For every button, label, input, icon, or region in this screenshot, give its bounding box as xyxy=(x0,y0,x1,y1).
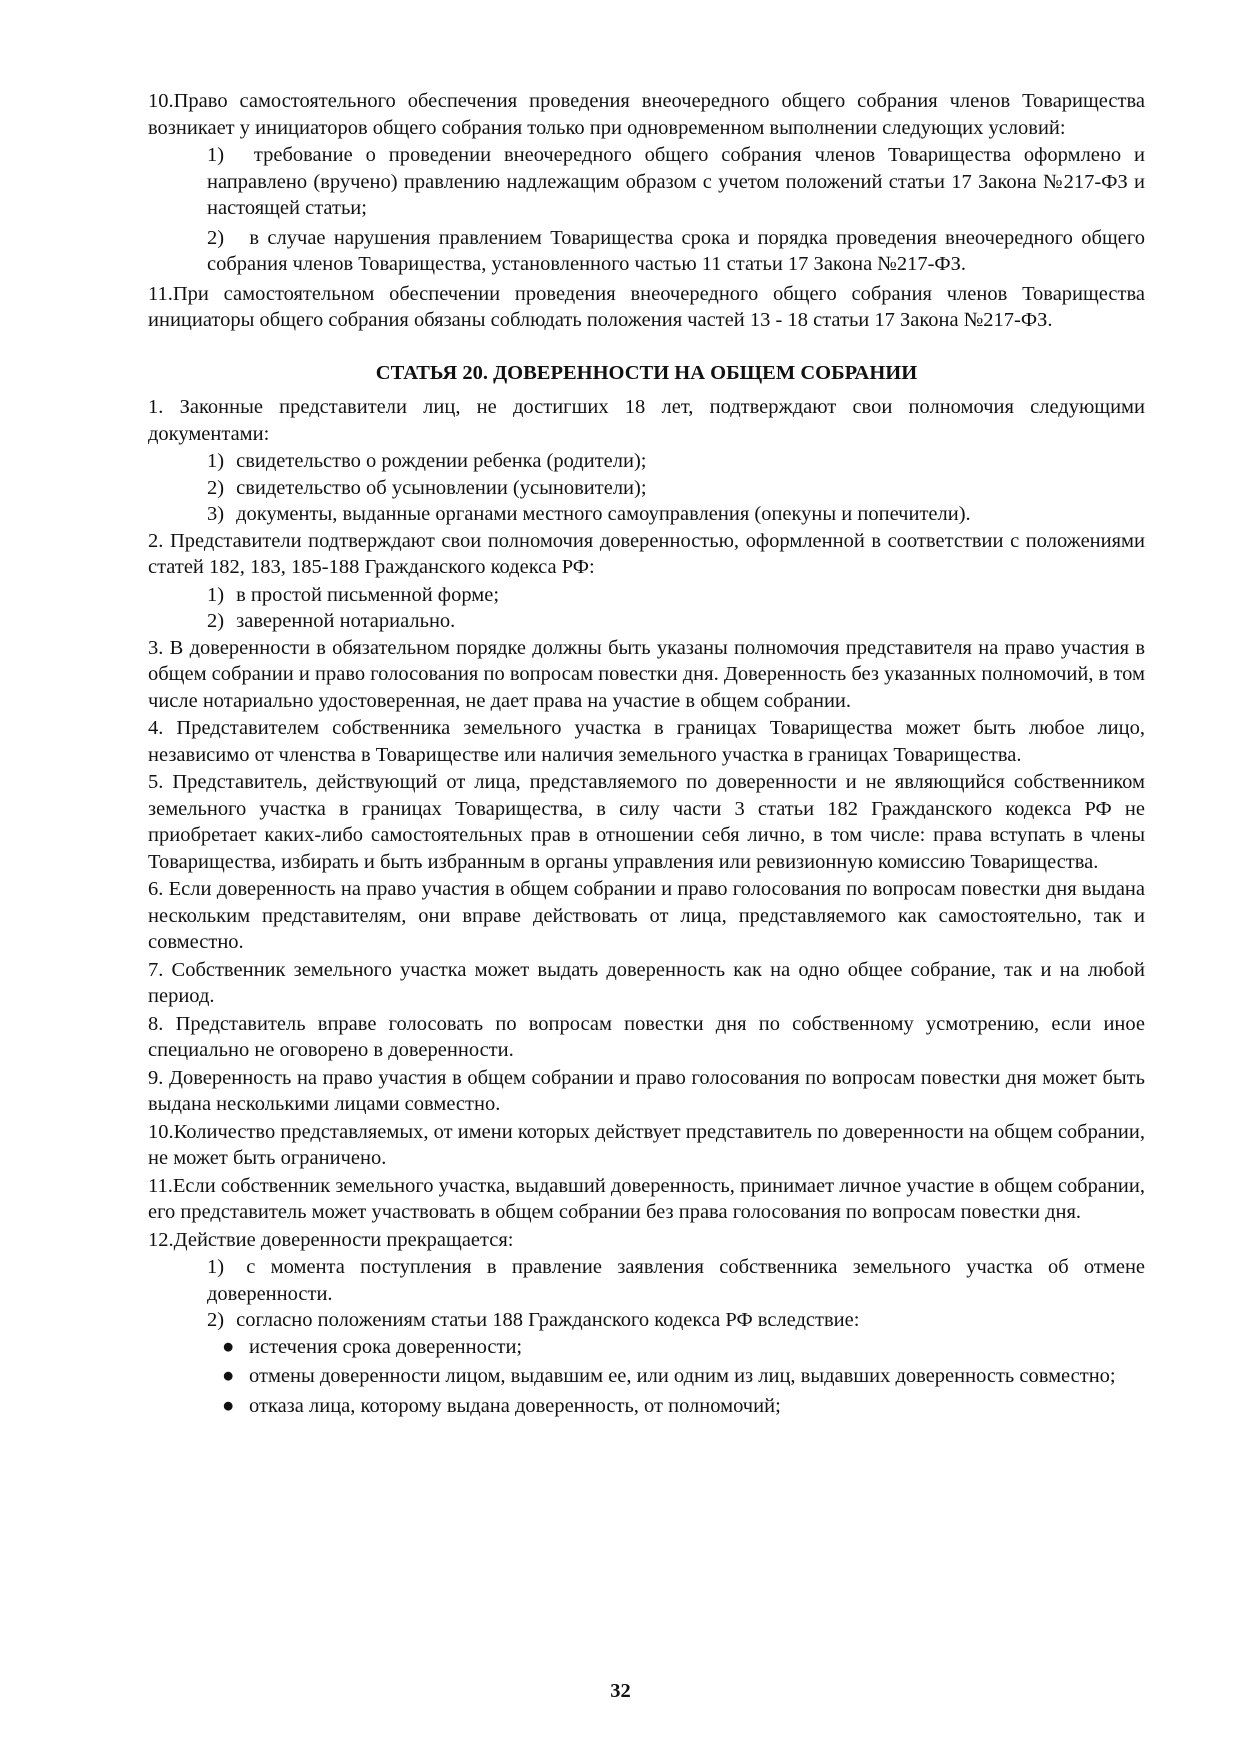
list-item xyxy=(207,608,1145,635)
list-number: 1) xyxy=(207,144,225,166)
list-text: в случае нарушения правлением Товарищества срока и порядка проведения внеочередного общего собрания членов Товарищества, установленного частью 11 статьи 17 Закона №217-ФЗ. xyxy=(207,226,1146,275)
bullet-item xyxy=(222,1334,1145,1361)
list-text: требование о проведении внеочередного общего собрания членов Товарищества оформлено и направлено (вручено) правлению надлежащим образом с учетом положений статьи 17 Закона №217-ФЗ и настоящей статьи; xyxy=(207,144,1145,219)
paragraph-3: 3. В доверенности в обязательном порядке должны быть указаны полномочия представителя на право участия в общем собрании и право голосования по вопросам повестки дня. Доверенность без указанных полномочий, в том числе нотариально удостоверенная, не дает права на участие в общем собрании. xyxy=(148,636,1145,712)
bullet-icon: ● xyxy=(222,1365,235,1387)
list-number: 2) xyxy=(207,226,225,249)
list-text: документы, выданные органами местного самоуправления (опекуны и попечители). xyxy=(236,503,971,525)
list-item xyxy=(207,142,1145,222)
paragraph-11-prev: 11.При самостоятельном обеспечении проведения внеочередного общего собрания членов Товарищества инициаторы общего собрания обязаны соблюдать положения частей 13 - 18 статьи 17 Закона №217-ФЗ. xyxy=(148,282,1145,331)
paragraph-12: 12.Действие доверенности прекращается: xyxy=(148,1228,514,1251)
bullet-item xyxy=(222,1363,1145,1390)
paragraph-2: 2. Представители подтверждают свои полномочия доверенностью, оформленной в соответствии с положениями статей 182, 183, 185-188 Гражданского кодекса РФ: xyxy=(148,529,1145,578)
list-item xyxy=(207,1254,1145,1307)
paragraph-5: 5. Представитель, действующий от лица, представляемого по доверенности и не являющийся собственником земельного участка в границах Товарищества, в силу части 3 статьи 182 Гражданского кодекса РФ не приобретает каких-либо самостоятельных прав в отношении себя лично, в том числе: права вступать в члены Товарищества, избирать и быть избранным в органы управления или ревизионную комиссию Товарищества. xyxy=(148,771,1145,873)
paragraph-6: 6. Если доверенность на право участия в общем собрании и право голосования по вопросам повестки дня выдана нескольким представителям, они вправе действовать от лица, представляемого как самостоятельно, так и совместно. xyxy=(148,878,1145,953)
bullet-icon: ● xyxy=(222,1394,235,1417)
paragraph-8: 8. Представитель вправе голосовать по вопросам повестки дня по собственному усмотрению, если иное специально не оговорено в доверенности. xyxy=(148,1012,1145,1061)
paragraph-1: 1. Законные представители лиц, не достигших 18 лет, подтверждают свои полномочия следующими документами: xyxy=(148,396,1145,445)
list-number: 2) xyxy=(207,476,225,499)
list-number: 1) xyxy=(207,1256,225,1278)
paragraph-10: 10.Количество представляемых, от имени которых действует представитель по доверенности на общем собрании, не может быть ограничено. xyxy=(148,1120,1145,1169)
page-number: 32 xyxy=(610,1680,631,1702)
list-item xyxy=(207,475,1145,502)
list-number: 2) xyxy=(207,1309,225,1331)
list-item xyxy=(207,501,1145,528)
list-text: заверенной нотариально. xyxy=(236,610,456,632)
paragraph-11: 11.Если собственник земельного участка, выдавший доверенность, принимает личное участие в общем собрании, его представитель может участвовать в общем собрании без права голосования по вопросам повестки дня. xyxy=(148,1174,1145,1223)
list-text: согласно положениям статьи 188 Гражданского кодекса РФ вследствие: xyxy=(236,1309,860,1331)
list-number: 3) xyxy=(207,503,225,525)
list-item xyxy=(207,448,1145,475)
list-number: 1) xyxy=(207,450,225,472)
paragraph-4: 4. Представителем собственника земельного участка в границах Товарищества может быть любое лицо, независимо от членства в Товариществе или наличия земельного участка в границах Товарищества. xyxy=(148,717,1145,766)
list-item xyxy=(207,225,1145,278)
list-item xyxy=(207,582,1145,609)
list-text: свидетельство об усыновлении (усыновители); xyxy=(236,476,647,499)
bullet-text: отмены доверенности лицом, выдавшим ее, или одним из лиц, выдавших доверенность совместно; xyxy=(249,1365,1116,1387)
list-text: с момента поступления в правление заявления собственника земельного участка об отмене доверенности. xyxy=(207,1256,1146,1305)
paragraph-10-prev: 10.Право самостоятельного обеспечения проведения внеочередного общего собрания членов Товарищества возникает у инициаторов общего собрания только при одновременном выполнении следующих условий: xyxy=(148,90,1145,139)
list-item xyxy=(207,1307,1145,1334)
paragraph-7: 7. Собственник земельного участка может выдать доверенность как на одно общее собрание, так и на любой период. xyxy=(148,958,1145,1007)
bullet-text: отказа лица, которому выдана доверенность, от полномочий; xyxy=(249,1394,781,1417)
list-text: в простой письменной форме; xyxy=(236,583,500,606)
bullet-item xyxy=(222,1393,1145,1420)
article-title: СТАТЬЯ 20. ДОВЕРЕННОСТИ НА ОБЩЕМ СОБРАНИИ xyxy=(375,361,918,384)
bullet-text: истечения срока доверенности; xyxy=(249,1335,523,1358)
list-number: 1) xyxy=(207,583,225,606)
bullet-icon: ● xyxy=(222,1335,235,1358)
list-text: свидетельство о рождении ребенка (родители); xyxy=(236,450,647,472)
document-page xyxy=(148,88,1145,1422)
list-number: 2) xyxy=(207,610,225,632)
paragraph-9: 9. Доверенность на право участия в общем собрании и право голосования по вопросам повестки дня может быть выдана несколькими лицами совместно. xyxy=(148,1066,1145,1115)
